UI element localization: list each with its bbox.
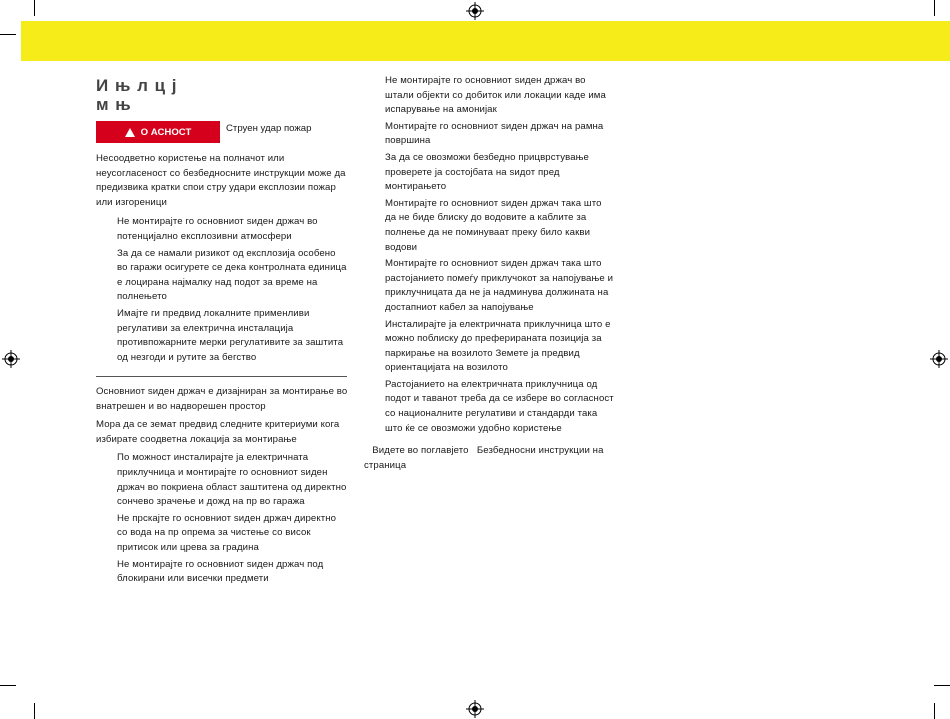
registration-mark-icon bbox=[466, 700, 484, 718]
cross-reference: Видете во поглавјето Безбедносни инструкции на страница bbox=[364, 445, 607, 471]
list-item: Не монтирајте го основниот ѕиден држач под блокирани или висечки предмети bbox=[117, 558, 324, 585]
list-item: По можност инсталирајте ја електричната приклучница и монтирајте го основниот ѕиден држач во покриена област заштитена од директно сончево зрачење и дожд на пр во гаража bbox=[117, 452, 347, 508]
page-title-line: И њ л ц ј bbox=[96, 76, 178, 95]
registration-mark-icon bbox=[930, 350, 948, 368]
left-column-lower bbox=[96, 385, 348, 589]
page-title bbox=[96, 76, 178, 114]
list-item: Растојанието на електричната приклучница од подот и таванот треба да се избере во согласност со националните регулативи и стандарди така што ќе се овозможи удобно користење bbox=[385, 378, 614, 434]
crop-mark bbox=[934, 685, 950, 686]
list-item: Монтирајте го основниот ѕиден држач на рамна површина bbox=[385, 120, 604, 147]
list-item: Не монтирајте го основниот ѕиден држач во штали објекти со добиток или локации каде има испарување на амонијак bbox=[385, 75, 606, 116]
list-item: Монтирајте го основниот ѕиден држач така што растојанието помеѓу приклучокот за напојување и приклучницата да не ја надминува должината на достапниот кабел за напојување bbox=[385, 258, 614, 313]
paragraph: Основниот ѕиден држач е дизајниран за монтирање во внатрешен и во надворешен простор bbox=[96, 386, 348, 412]
list-item: Не монтирајте го основниот ѕиден држач во потенцијално експлозивни атмосфери bbox=[117, 216, 318, 242]
crop-mark bbox=[34, 703, 35, 719]
right-column bbox=[364, 74, 614, 473]
danger-badge bbox=[96, 121, 220, 143]
crop-mark bbox=[0, 34, 16, 35]
paragraph: Мора да се земат предвид следните критериуми кога избирате соодветна локација за монтирање bbox=[96, 419, 340, 445]
crop-mark bbox=[934, 703, 935, 719]
intro-paragraph: Несоодветно користење на полначот или неусогласеност со безбедносните инструкции може да предизвика кратки спои стру удари експлозии пожар или изгореници bbox=[96, 153, 346, 208]
left-column bbox=[96, 152, 348, 367]
divider bbox=[96, 376, 347, 377]
danger-hazard-text: Струен удар пожар bbox=[226, 123, 312, 134]
list-item: Не прскајте го основниот ѕиден држач директно со вода на пр опрема за чистење со висок притисок или црева за градина bbox=[117, 512, 337, 553]
crop-mark bbox=[0, 685, 16, 686]
warning-triangle-icon bbox=[125, 128, 135, 137]
list-item: Инсталирајте ја електричната приклучница што е можно поблиску до преферираната позиција за паркирање на возилото Земете ја предвид ориентацијата на возилото bbox=[385, 318, 611, 374]
danger-label: О АСНОСТ bbox=[140, 126, 192, 138]
crop-mark bbox=[934, 0, 935, 16]
crop-mark bbox=[34, 0, 35, 16]
registration-mark-icon bbox=[466, 2, 484, 20]
registration-mark-icon bbox=[2, 350, 20, 368]
list-item: За да се овозможи безбедно прицврстување проверете ја состојбата на ѕидот пред монтирањето bbox=[385, 151, 589, 193]
list-item: Монтирајте го основниот ѕиден држач така што да не биде блиску до водовите а каблите за полнење да не поминуваат преку било какви водови bbox=[385, 197, 602, 253]
list-item: Имајте ги предвид локалните применливи регулативи за електрична инсталација противпожарните мерки регулативите за заштита од незгоди и рутите за бегство bbox=[117, 307, 344, 363]
page-title-line: м њ bbox=[96, 95, 132, 114]
header-band bbox=[21, 21, 950, 61]
list-item: За да се намали ризикот од експлозија особено во гаражи осигурете се дека контролната единица е лоцирана најмалку над подот за време на полнењето bbox=[117, 247, 347, 303]
